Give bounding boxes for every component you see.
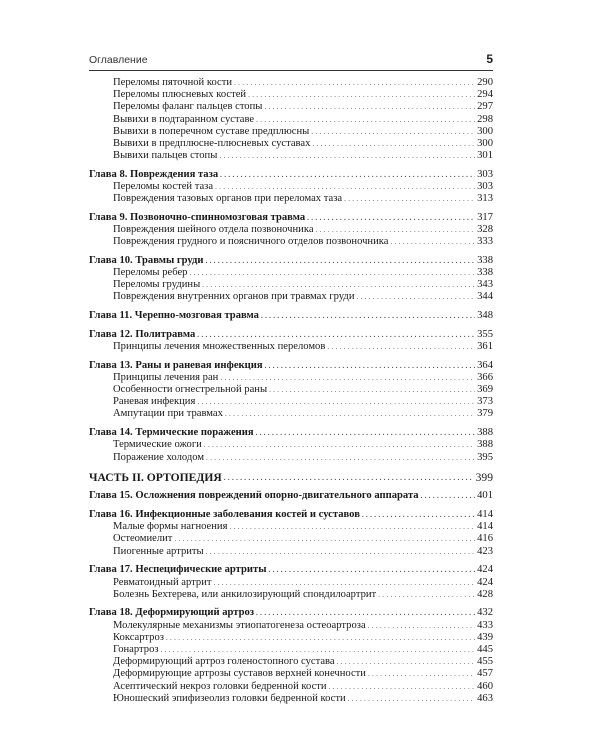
toc-entry-title: Пиогенные артриты bbox=[113, 545, 204, 557]
toc-subentry bbox=[89, 224, 493, 236]
dot-leader bbox=[362, 509, 475, 521]
toc-entry-page: 428 bbox=[477, 588, 493, 600]
toc-subentry bbox=[89, 150, 493, 162]
dot-leader bbox=[202, 279, 475, 291]
toc-entry-page: 338 bbox=[477, 267, 493, 279]
toc-entry-page: 300 bbox=[477, 125, 493, 137]
toc-entry-title: Переломы ребер bbox=[113, 267, 188, 279]
toc-entry-title: Деформирующие артрозы суставов верхней конечности bbox=[113, 668, 366, 680]
toc-entry-page: 388 bbox=[477, 427, 493, 439]
toc-entry-page: 463 bbox=[477, 692, 493, 704]
toc-entry-page: 303 bbox=[477, 168, 493, 180]
toc-entry-page: 338 bbox=[477, 254, 493, 266]
dot-leader bbox=[311, 126, 475, 138]
toc-subentry bbox=[89, 681, 493, 693]
toc-entry-page: 369 bbox=[477, 384, 493, 396]
toc-entry-page: 399 bbox=[475, 470, 493, 484]
dot-leader bbox=[344, 193, 475, 205]
dot-leader bbox=[220, 372, 475, 384]
running-title: Оглавление bbox=[89, 54, 148, 66]
toc-entry-page: 455 bbox=[477, 656, 493, 668]
toc-subentry bbox=[89, 126, 493, 138]
toc-entry-title: Повреждения шейного отдела позвоночника bbox=[113, 224, 314, 236]
dot-leader bbox=[368, 668, 475, 680]
toc-subentry bbox=[89, 77, 493, 89]
toc-entry-title: Глава 9. Позвоночно-спинномозговая травма bbox=[89, 211, 306, 223]
dot-leader bbox=[378, 589, 475, 601]
dot-leader bbox=[225, 408, 475, 420]
toc-subentry bbox=[89, 267, 493, 279]
toc-subentry bbox=[89, 114, 493, 126]
dot-leader bbox=[268, 564, 475, 576]
toc-entry-page: 361 bbox=[477, 341, 493, 353]
toc-subentry bbox=[89, 644, 493, 656]
table-of-contents bbox=[89, 77, 493, 705]
toc-entry-title: Асептический некроз головки бедренной кости bbox=[113, 680, 327, 692]
toc-entry-page: 379 bbox=[477, 408, 493, 420]
toc-entry-title: Ревматоидный артрит bbox=[113, 576, 212, 588]
dot-leader bbox=[224, 471, 474, 484]
toc-subentry bbox=[89, 409, 493, 421]
dot-leader bbox=[256, 427, 476, 439]
dot-leader bbox=[390, 236, 475, 248]
dot-leader bbox=[206, 255, 476, 267]
toc-subentry bbox=[89, 279, 493, 291]
toc-subentry bbox=[89, 577, 493, 589]
toc-subentry bbox=[89, 656, 493, 668]
toc-entry-title: Глава 10. Травмы груди bbox=[89, 254, 204, 266]
toc-subentry bbox=[89, 668, 493, 680]
toc-chapter bbox=[89, 509, 493, 521]
toc-entry-title: Принципы лечения множественных переломов bbox=[113, 341, 326, 353]
dot-leader bbox=[206, 546, 475, 558]
dot-leader bbox=[166, 632, 475, 644]
toc-entry-title: Переломы грудины bbox=[113, 279, 201, 291]
dot-leader bbox=[219, 150, 475, 162]
dot-leader bbox=[368, 620, 475, 632]
toc-entry-page: 297 bbox=[477, 101, 493, 113]
page-number: 5 bbox=[486, 52, 493, 66]
toc-entry-page: 366 bbox=[477, 371, 493, 383]
dot-leader bbox=[357, 291, 476, 303]
toc-entry-title: Повреждения грудного и поясничного отделов позвоночника bbox=[113, 236, 389, 248]
dot-leader bbox=[261, 310, 475, 322]
toc-entry-page: 343 bbox=[477, 279, 493, 291]
toc-entry-title: Вывихи в поперечном суставе предплюсны bbox=[113, 125, 310, 137]
page-header bbox=[89, 48, 493, 71]
toc-entry-title: Глава 17. Неспецифические артриты bbox=[89, 564, 267, 576]
toc-entry-title: Принципы лечения ран bbox=[113, 371, 219, 383]
toc-entry-title: Глава 18. Деформирующий артроз bbox=[89, 607, 255, 619]
toc-entry-title: Глава 14. Термические поражения bbox=[89, 427, 254, 439]
toc-entry-title: Глава 11. Черепно-мозговая травма bbox=[89, 310, 259, 322]
toc-subentry bbox=[89, 521, 493, 533]
dot-leader bbox=[161, 644, 476, 656]
toc-chapter bbox=[89, 564, 493, 576]
dot-leader bbox=[329, 681, 476, 693]
toc-subentry bbox=[89, 138, 493, 150]
toc-entry-page: 348 bbox=[477, 310, 493, 322]
dot-leader bbox=[307, 212, 475, 224]
toc-subentry bbox=[89, 546, 493, 558]
dot-leader bbox=[214, 577, 476, 589]
toc-entry-page: 401 bbox=[477, 490, 493, 502]
toc-entry-title: ЧАСТЬ II. ОРТОПЕДИЯ bbox=[89, 470, 222, 484]
toc-entry-title: Переломы пяточной кости bbox=[113, 76, 233, 88]
toc-entry-title: Переломы фаланг пальцев стопы bbox=[113, 101, 263, 113]
toc-chapter bbox=[89, 607, 493, 619]
dot-leader bbox=[256, 114, 475, 126]
toc-subentry bbox=[89, 534, 493, 546]
toc-subentry bbox=[89, 372, 493, 384]
dot-leader bbox=[327, 341, 475, 353]
toc-chapter bbox=[89, 255, 493, 267]
toc-subentry bbox=[89, 341, 493, 353]
toc-entry-page: 303 bbox=[477, 180, 493, 192]
dot-leader bbox=[312, 138, 475, 150]
toc-entry-title: Переломы костей таза bbox=[113, 180, 214, 192]
toc-subentry bbox=[89, 236, 493, 248]
toc-entry-page: 433 bbox=[477, 619, 493, 631]
dot-leader bbox=[197, 329, 475, 341]
toc-entry-title: Молекулярные механизмы этиопатогенеза остеоартроза bbox=[113, 619, 366, 631]
toc-entry-title: Глава 8. Повреждения таза bbox=[89, 168, 219, 180]
toc-entry-title: Коксартроз bbox=[113, 631, 164, 643]
toc-entry-title: Вывихи пальцев стопы bbox=[113, 150, 218, 162]
toc-entry-page: 344 bbox=[477, 291, 493, 303]
dot-leader bbox=[220, 169, 475, 181]
toc-entry-page: 294 bbox=[477, 89, 493, 101]
toc-entry-title: Поражение холодом bbox=[113, 451, 205, 463]
dot-leader bbox=[229, 521, 475, 533]
toc-subentry bbox=[89, 89, 493, 101]
toc-entry-page: 317 bbox=[477, 211, 493, 223]
dot-leader bbox=[348, 693, 475, 705]
toc-entry-page: 457 bbox=[477, 668, 493, 680]
toc-entry-page: 432 bbox=[477, 607, 493, 619]
dot-leader bbox=[316, 224, 476, 236]
toc-entry-page: 460 bbox=[477, 680, 493, 692]
toc-entry-page: 355 bbox=[477, 328, 493, 340]
toc-chapter bbox=[89, 329, 493, 341]
toc-subentry bbox=[89, 589, 493, 601]
toc-subentry bbox=[89, 181, 493, 193]
toc-entry-title: Глава 13. Раны и раневая инфекция bbox=[89, 359, 263, 371]
toc-entry-title: Особенности огнестрельной раны bbox=[113, 384, 268, 396]
dot-leader bbox=[337, 656, 475, 668]
toc-entry-page: 373 bbox=[477, 396, 493, 408]
dot-leader bbox=[204, 439, 475, 451]
toc-entry-page: 300 bbox=[477, 137, 493, 149]
toc-entry-page: 301 bbox=[477, 150, 493, 162]
toc-entry-title: Деформирующий артроз голеностопного сустава bbox=[113, 656, 335, 668]
toc-subentry bbox=[89, 292, 493, 304]
toc-entry-page: 298 bbox=[477, 113, 493, 125]
toc-entry-title: Глава 15. Осложнения повреждений опорно-двигательного аппарата bbox=[89, 490, 419, 502]
dot-leader bbox=[234, 77, 475, 89]
toc-entry-page: 414 bbox=[477, 521, 493, 533]
dot-leader bbox=[206, 452, 475, 464]
dot-leader bbox=[197, 396, 475, 408]
dot-leader bbox=[265, 360, 476, 372]
toc-subentry bbox=[89, 193, 493, 205]
toc-entry-title: Остеомиелит bbox=[113, 533, 173, 545]
dot-leader bbox=[189, 267, 475, 279]
toc-entry-page: 313 bbox=[477, 193, 493, 205]
toc-entry-page: 424 bbox=[477, 564, 493, 576]
toc-entry-page: 364 bbox=[477, 359, 493, 371]
toc-entry-title: Малые формы нагноения bbox=[113, 521, 228, 533]
dot-leader bbox=[421, 490, 476, 502]
toc-chapter bbox=[89, 427, 493, 439]
toc-entry-title: Гонартроз bbox=[113, 643, 159, 655]
toc-entry-title: Юношеский эпифизеолиз головки бедренной кости bbox=[113, 692, 346, 704]
toc-entry-page: 439 bbox=[477, 631, 493, 643]
dot-leader bbox=[248, 89, 475, 101]
toc-chapter bbox=[89, 490, 493, 502]
toc-entry-page: 388 bbox=[477, 439, 493, 451]
dot-leader bbox=[264, 101, 475, 113]
toc-chapter bbox=[89, 360, 493, 372]
toc-subentry bbox=[89, 693, 493, 705]
toc-entry-page: 416 bbox=[477, 533, 493, 545]
toc-entry-page: 445 bbox=[477, 643, 493, 655]
toc-entry-title: Термические ожоги bbox=[113, 439, 202, 451]
toc-entry-title: Болезнь Бехтерева, или анкилозирующий спондилоартрит bbox=[113, 588, 377, 600]
toc-subentry bbox=[89, 632, 493, 644]
toc-entry-title: Глава 12. Политравма bbox=[89, 328, 196, 340]
toc-entry-title: Глава 16. Инфекционные заболевания костей и суставов bbox=[89, 509, 360, 521]
toc-entry-title: Вывихи в подтаранном суставе bbox=[113, 113, 255, 125]
toc-entry-page: 414 bbox=[477, 509, 493, 521]
toc-entry-title: Повреждения внутренних органов при травмах груди bbox=[113, 291, 355, 303]
toc-entry-title: Ампутации при травмах bbox=[113, 408, 223, 420]
toc-entry-title: Повреждения тазовых органов при переломах таза bbox=[113, 193, 343, 205]
toc-entry-page: 290 bbox=[477, 76, 493, 88]
dot-leader bbox=[215, 181, 475, 193]
toc-entry-title: Вывихи в предплюсне-плюсневых суставах bbox=[113, 137, 311, 149]
toc-part bbox=[89, 472, 493, 484]
toc-subentry bbox=[89, 620, 493, 632]
toc-entry-page: 395 bbox=[477, 451, 493, 463]
dot-leader bbox=[269, 384, 475, 396]
toc-subentry bbox=[89, 384, 493, 396]
toc-entry-title: Переломы плюсневых костей bbox=[113, 89, 247, 101]
toc-entry-title: Раневая инфекция bbox=[113, 396, 196, 408]
toc-entry-page: 423 bbox=[477, 545, 493, 557]
toc-entry-page: 424 bbox=[477, 576, 493, 588]
toc-subentry bbox=[89, 452, 493, 464]
toc-entry-page: 333 bbox=[477, 236, 493, 248]
toc-chapter bbox=[89, 310, 493, 322]
dot-leader bbox=[174, 533, 475, 545]
toc-chapter bbox=[89, 212, 493, 224]
toc-subentry bbox=[89, 439, 493, 451]
toc-subentry bbox=[89, 101, 493, 113]
toc-entry-page: 328 bbox=[477, 224, 493, 236]
dot-leader bbox=[256, 607, 475, 619]
toc-subentry bbox=[89, 396, 493, 408]
toc-chapter bbox=[89, 169, 493, 181]
